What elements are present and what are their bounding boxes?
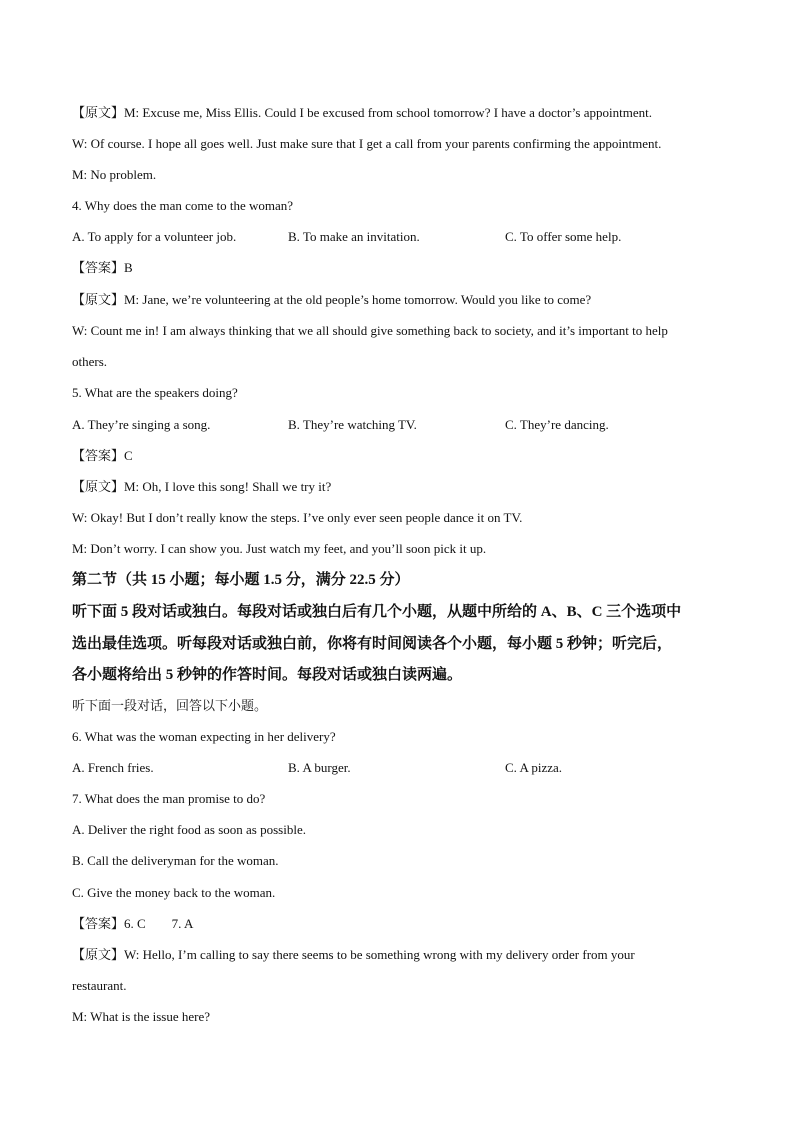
- option-c: C. Give the money back to the woman.: [72, 885, 276, 900]
- answer-7: 7. A: [171, 916, 194, 931]
- transcript-line: W: Count me in! I am always thinking that we all should give something back to society, and it’s important to help: [72, 323, 668, 338]
- listening-prompt: 听下面一段对话，回答以下小题。: [72, 698, 268, 713]
- section-instruction: 各小题将给出 5 秒钟的作答时间。每段对话或独白读两遍。: [72, 667, 463, 683]
- transcript-line: others.: [72, 354, 108, 369]
- section-instruction: 听下面 5 段对话或独白。每段对话或独白后有几个小题，从题中所给的 A、B、C 三个选项中: [72, 604, 682, 620]
- option-c: C. A pizza.: [505, 760, 563, 775]
- answer-line: 【答案】B: [72, 260, 133, 275]
- question-6-options: [0, 760, 794, 776]
- transcript-line: 【原文】M: Oh, I love this song! Shall we try it?: [72, 479, 332, 494]
- option-c: C. To offer some help.: [505, 229, 622, 244]
- answer-line: 【答案】C: [72, 448, 133, 463]
- option-b: B. They’re watching TV.: [288, 417, 417, 432]
- question-5: 5. What are the speakers doing?: [72, 385, 238, 400]
- transcript-line: 【原文】M: Jane, we’re volunteering at the old people’s home tomorrow. Would you like to come?: [72, 292, 592, 307]
- transcript-line: W: Of course. I hope all goes well. Just make sure that I get a call from your parents confirming the appointment.: [72, 136, 662, 151]
- transcript-line: M: Don’t worry. I can show you. Just watch my feet, and you’ll soon pick it up.: [72, 541, 487, 556]
- question-7: 7. What does the man promise to do?: [72, 791, 266, 806]
- answer-line: [72, 916, 193, 932]
- question-4: 4. Why does the man come to the woman?: [72, 198, 294, 213]
- option-c: C. They’re dancing.: [505, 417, 609, 432]
- question-4-options: [0, 229, 794, 245]
- option-a: A. Deliver the right food as soon as possible.: [72, 822, 306, 837]
- question-5-options: [0, 417, 794, 433]
- transcript-line: restaurant.: [72, 978, 127, 993]
- transcript-line: M: No problem.: [72, 167, 157, 182]
- option-b: B. Call the deliveryman for the woman.: [72, 853, 279, 868]
- transcript-line: 【原文】W: Hello, I’m calling to say there seems to be something wrong with my delivery order from your: [72, 947, 635, 962]
- option-a: A. They’re singing a song.: [72, 417, 211, 432]
- question-6: 6. What was the woman expecting in her delivery?: [72, 729, 336, 744]
- section-instruction: 选出最佳选项。听每段对话或独白前，你将有时间阅读各个小题，每小题 5 秒钟；听完后，: [72, 636, 673, 652]
- transcript-line: W: Okay! But I don’t really know the steps. I’ve only ever seen people dance it on TV.: [72, 510, 523, 525]
- answer-6: 【答案】6. C: [72, 916, 146, 931]
- option-a: A. French fries.: [72, 760, 154, 775]
- option-a: A. To apply for a volunteer job.: [72, 229, 237, 244]
- option-b: B. A burger.: [288, 760, 351, 775]
- transcript-line: 【原文】M: Excuse me, Miss Ellis. Could I be excused from school tomorrow? I have a doctor’s appointment.: [72, 105, 652, 120]
- option-b: B. To make an invitation.: [288, 229, 420, 244]
- transcript-line: M: What is the issue here?: [72, 1009, 211, 1024]
- section-heading: 第二节（共 15 小题；每小题 1.5 分，满分 22.5 分）: [72, 572, 410, 588]
